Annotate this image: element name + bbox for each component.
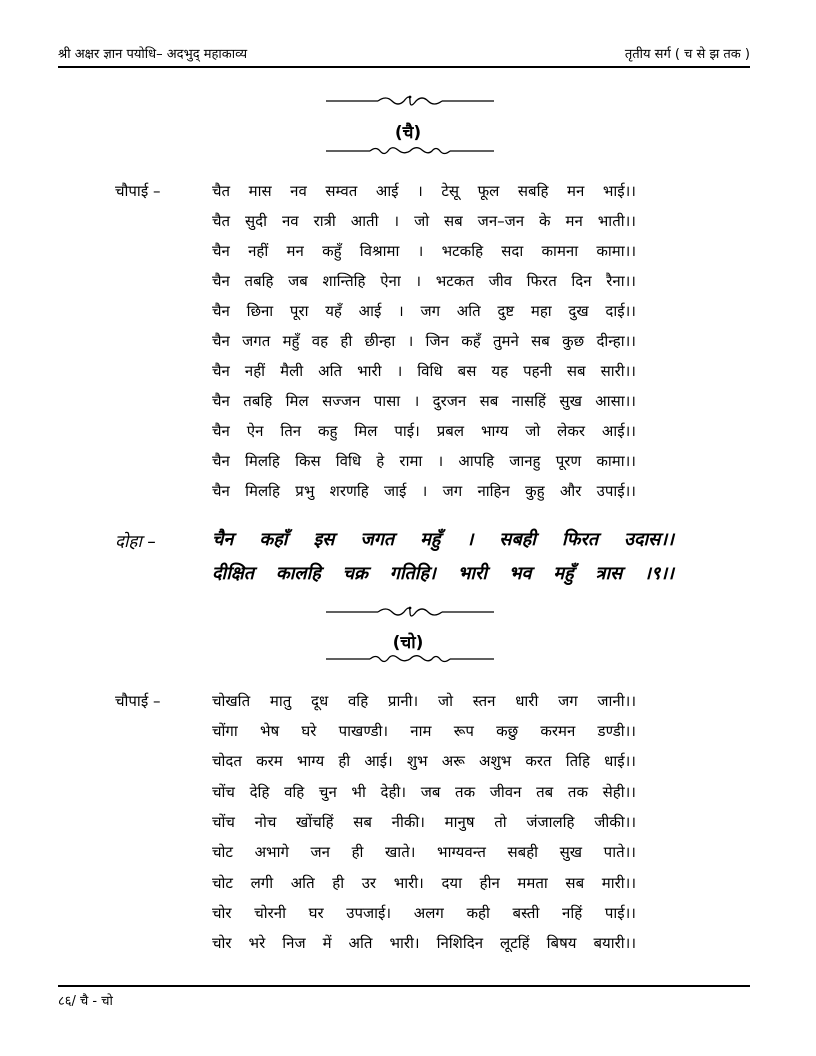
chapter-title: तृतीय सर्ग ( च से झ तक ) <box>624 47 750 62</box>
page-footer: ८६/ चै - चो <box>58 994 113 1009</box>
book-title: श्री अक्षर ज्ञान पयोधि– अदभुद् महाकाव्य <box>58 47 248 62</box>
verse-line: चोर भरे निज में अति भारी। निशिदिन लूटहिं बिषय बयारी।। <box>212 934 636 952</box>
verse-line: चोखति मातु दूध वहि प्रानी। जो स्तन धारी जग जानी।। <box>212 692 636 710</box>
doha-line: चैन कहाँ इस जगत महुँ । सबही फिरत उदास।। <box>212 529 674 550</box>
verse-line: चोंच नोच खोंचहिं सब नीकी। मानुष तो जंजालहि जीकी।। <box>212 813 636 831</box>
verse-line: चोदत करम भाग्य ही आई। शुभ अरू अशुभ करत तिहि धाई।। <box>212 752 636 770</box>
ornament-divider <box>326 606 494 618</box>
verse-line: चैन तबहि जब शान्तिहि ऐना । भटकत जीव फिरत दिन रैना।। <box>212 272 636 290</box>
ornament-divider <box>326 95 494 107</box>
chaupai-label: चौपाई – <box>115 692 161 710</box>
chaupai-label: चौपाई – <box>115 182 161 200</box>
verse-line: चोट लगी अति ही उर भारी। दया हीन ममता सब मारी।। <box>212 874 636 892</box>
verse-line: चैन मिलहि प्रभु शरणहि जाई । जग नाहिन कुहु और उपाई।। <box>212 482 636 500</box>
header-rule <box>58 66 750 68</box>
verse-line: चोंगा भेष घरे पाखण्डी। नाम रूप कछु करमन डण्डी।। <box>212 722 636 740</box>
verse-line: चैन नहीं मैली अति भारी । विधि बस यह पहनी सब सारी।। <box>212 362 636 380</box>
section-title-chai: (चै) <box>394 123 422 143</box>
doha-line: दीक्षित कालहि चक्र गतिहि। भारी भव महुँ त्रास ।९।। <box>212 563 674 584</box>
verse-line: चोर चोरनी घर उपजाई। अलग कही बस्ती नहिं पाई।। <box>212 904 636 922</box>
doha-label: दोहा – <box>115 532 156 552</box>
verse-line: चैत सुदी नव रात्री आती । जो सब जन–जन के मन भाती।। <box>212 212 636 230</box>
verse-line: चोट अभागे जन ही खाते। भाग्यवन्त सबही सुख पाते।। <box>212 843 636 861</box>
section-title-cho: (चो) <box>392 633 424 653</box>
verse-line: चैन मिलहि किस विधि हे रामा । आपहि जानहु पूरण कामा।। <box>212 452 636 470</box>
verse-line: चैन जगत महुँ वह ही छीन्हा । जिन कहँ तुमने सब कुछ दीन्हा।। <box>212 332 636 350</box>
verse-line: चोंच देहि वहि चुन भी देही। जब तक जीवन तब तक सेही।। <box>212 783 636 801</box>
verse-line: चैन नहीं मन कहुँ विश्रामा । भटकहि सदा कामना कामा।। <box>212 242 636 260</box>
ornament-divider <box>326 653 494 665</box>
footer-rule <box>58 985 750 987</box>
verse-line: चैन छिना पूरा यहँ आई । जग अति दुष्ट महा दुख दाई।। <box>212 302 636 320</box>
ornament-divider <box>326 145 494 157</box>
verse-line: चैन ऐन तिन कहु मिल पाई। प्रबल भाग्य जो लेकर आई।। <box>212 422 636 440</box>
page-header <box>58 44 750 64</box>
verse-line: चैत मास नव सम्वत आई । टेसू फूल सबहि मन भाई।। <box>212 182 636 200</box>
verse-line: चैन तबहि मिल सज्जन पासा । दुरजन सब नासहिं सुख आसा।। <box>212 392 636 410</box>
